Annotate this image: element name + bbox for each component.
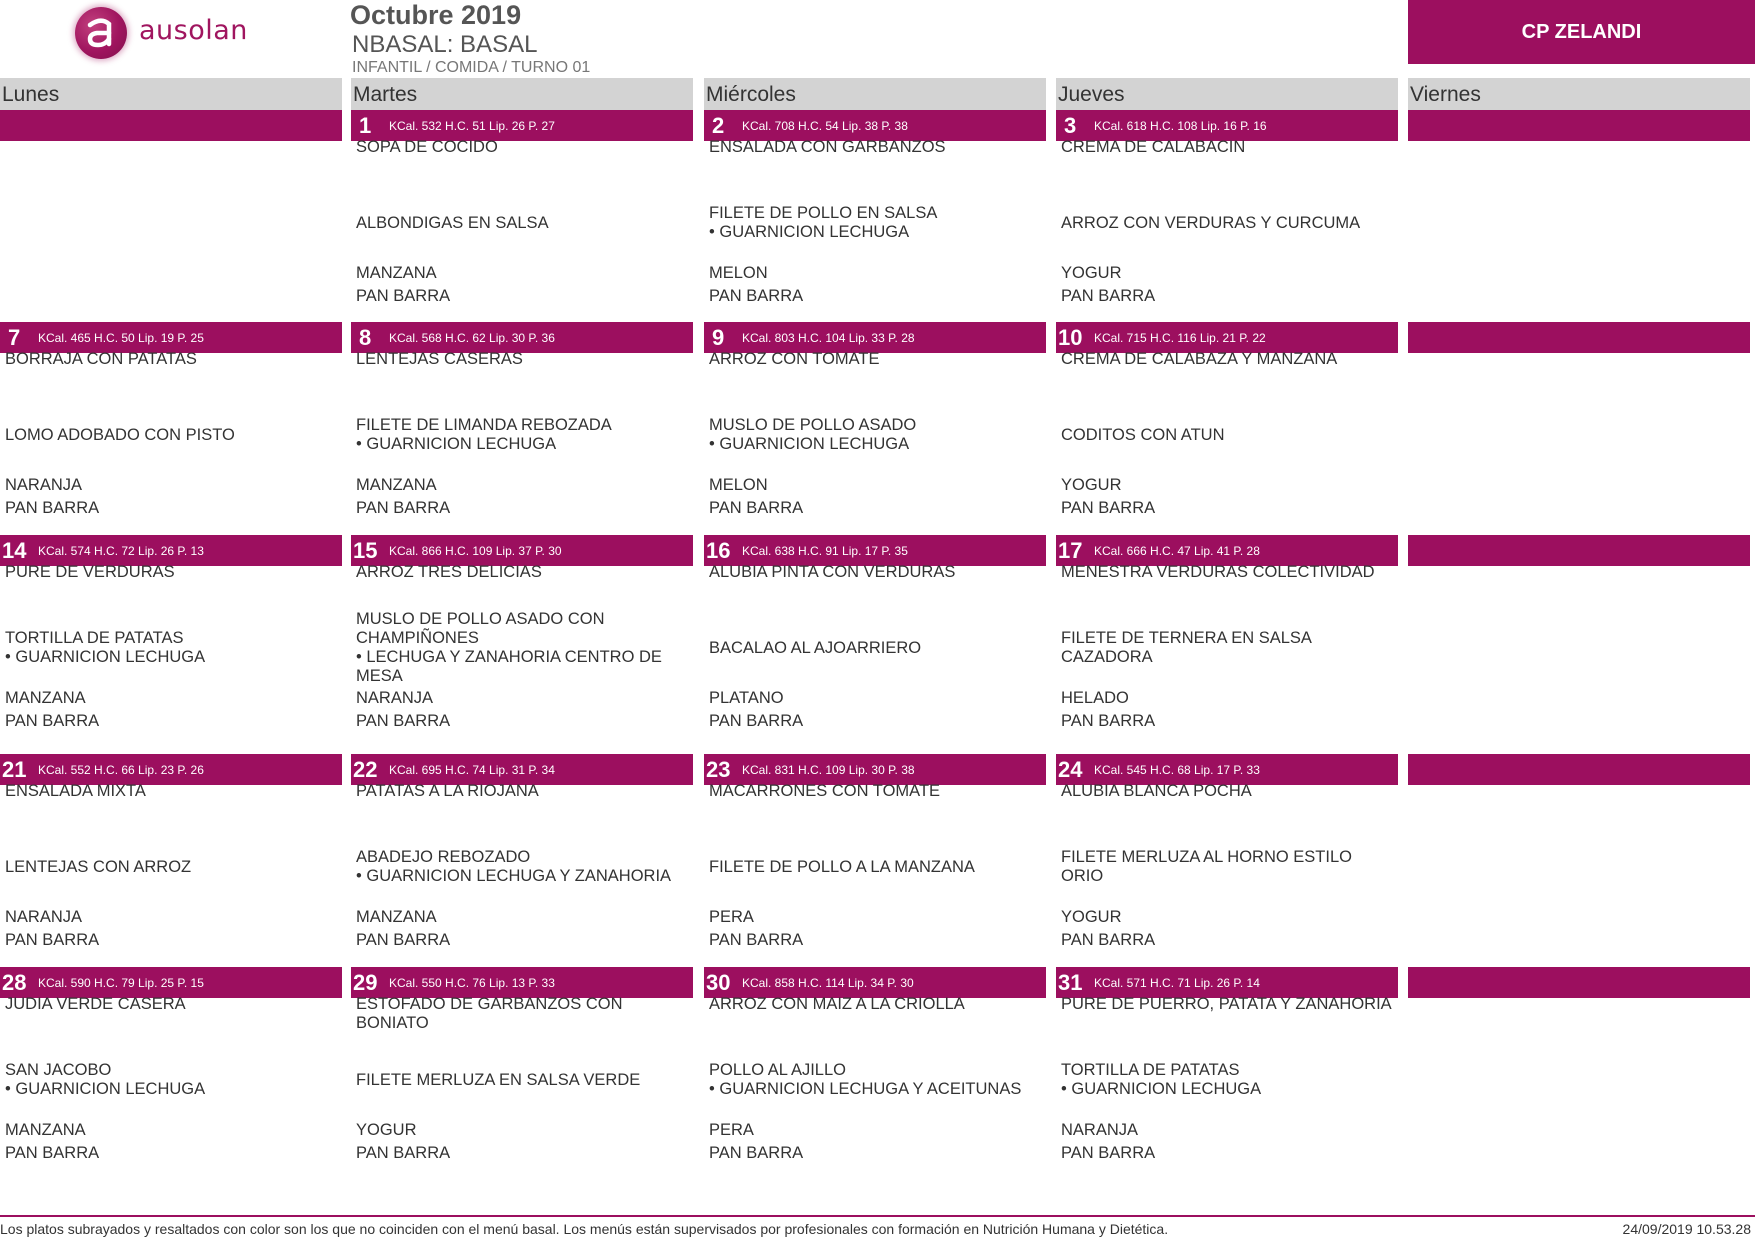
side-dish: • GUARNICION LECHUGA Y ZANAHORIA (356, 867, 672, 885)
nutrition-info: KCal. 831 H.C. 109 Lip. 30 P. 38 (742, 763, 915, 777)
day-number: 17 (1058, 538, 1083, 563)
second-course (356, 1045, 687, 1115)
dessert-block (356, 474, 687, 520)
nutrition-info: KCal. 574 H.C. 72 Lip. 26 P. 13 (38, 544, 204, 558)
date-bar (1408, 322, 1750, 353)
dessert-block (356, 687, 687, 733)
dessert: YOGUR (356, 1121, 417, 1139)
first-course: ALUBIA BLANCA POCHA (1061, 782, 1252, 800)
day-number: 14 (2, 538, 27, 563)
dessert: MELON (709, 264, 768, 282)
dessert: YOGUR (1061, 476, 1122, 494)
second-course-name: LOMO ADOBADO CON PISTO (5, 425, 235, 444)
bread: PAN BARRA (5, 1144, 100, 1162)
nutrition-info: KCal. 568 H.C. 62 Lip. 30 P. 36 (389, 331, 555, 345)
date-bar (1056, 322, 1398, 353)
dessert-block (709, 474, 1040, 520)
second-course (5, 613, 336, 683)
second-course (5, 832, 336, 902)
day-number: 8 (359, 325, 372, 350)
bread: PAN BARRA (1061, 1144, 1156, 1162)
day-header-4: Viernes (1408, 78, 1750, 110)
dessert: YOGUR (1061, 264, 1122, 282)
footer-note: Los platos subrayados y resaltados con color son los que no coinciden con el menú basal. Los menús están supervisados por profesionales con formación en Nutrición Humana y Dietética. (0, 1221, 1169, 1237)
day-header-2: Miércoles (704, 78, 1046, 110)
bread: PAN BARRA (709, 499, 804, 517)
date-bar (704, 967, 1046, 998)
date-bar (704, 754, 1046, 785)
side-dish: • GUARNICION LECHUGA (5, 648, 206, 666)
nutrition-info: KCal. 666 H.C. 47 Lip. 41 P. 28 (1094, 544, 1260, 558)
dessert-block (1061, 474, 1392, 520)
day-number: 10 (1058, 325, 1083, 350)
second-course-name: ARROZ CON VERDURAS Y CURCUMA (1061, 213, 1361, 232)
bread: PAN BARRA (1061, 287, 1156, 305)
date-bar (704, 535, 1046, 566)
first-course: PURE DE VERDURAS (5, 563, 175, 581)
day-number: 2 (712, 113, 725, 138)
date-bar (1056, 535, 1398, 566)
day-number: 16 (706, 538, 731, 563)
first-course: PURE DE PUERRO, PATATA Y ZANAHORIA (1061, 995, 1392, 1013)
date-bar (704, 322, 1046, 353)
bread: PAN BARRA (356, 1144, 451, 1162)
day-number: 29 (353, 970, 378, 995)
bread: PAN BARRA (709, 712, 804, 730)
date-bar (1056, 754, 1398, 785)
second-course-name: FILETE MERLUZA EN SALSA VERDE (356, 1070, 641, 1089)
side-dish: • LECHUGA Y ZANAHORIA CENTRO DE MESA (356, 648, 662, 685)
day-number: 31 (1058, 970, 1083, 995)
dessert-block (5, 906, 336, 952)
dessert: MANZANA (356, 264, 437, 282)
nutrition-info: KCal. 550 H.C. 76 Lip. 13 P. 33 (389, 976, 555, 990)
month-title: Octubre 2019 (350, 0, 522, 30)
footer-divider (0, 1215, 1755, 1217)
dessert: NARANJA (5, 476, 83, 494)
date-bar (351, 535, 693, 566)
second-course (1061, 400, 1392, 470)
first-course: ENSALADA MIXTA (5, 782, 146, 800)
dessert: PLATANO (709, 689, 784, 707)
dessert-block (5, 687, 336, 733)
day-number: 28 (2, 970, 27, 995)
day-number: 9 (712, 325, 725, 350)
side-dish: • GUARNICION LECHUGA (1061, 1080, 1262, 1098)
nutrition-info: KCal. 715 H.C. 116 Lip. 21 P. 22 (1094, 331, 1266, 345)
date-bar (704, 110, 1046, 141)
first-course: SOPA DE COCIDO (356, 138, 498, 156)
first-course: ARROZ CON MAIZ A LA CRIOLLA (709, 995, 965, 1013)
bread: PAN BARRA (5, 931, 100, 949)
second-course-name: POLLO AL AJILLO (709, 1061, 846, 1079)
nutrition-info: KCal. 866 H.C. 109 Lip. 37 P. 30 (389, 544, 562, 558)
first-course: ESTOFADO DE GARBANZOS CON BONIATO (356, 995, 623, 1032)
day-number: 22 (353, 757, 378, 782)
print-timestamp: 24/09/2019 10.53.28 (1622, 1221, 1751, 1237)
second-course (356, 188, 687, 258)
nutrition-info: KCal. 695 H.C. 74 Lip. 31 P. 34 (389, 763, 555, 777)
first-course: LENTEJAS CASERAS (356, 350, 523, 368)
second-course-name: ABADEJO REBOZADO (356, 848, 531, 866)
nutrition-info: KCal. 638 H.C. 91 Lip. 17 P. 35 (742, 544, 908, 558)
day-number: 15 (353, 538, 378, 563)
bread: PAN BARRA (1061, 931, 1156, 949)
nutrition-info: KCal. 590 H.C. 79 Lip. 25 P. 15 (38, 976, 204, 990)
dessert: NARANJA (5, 908, 83, 926)
dessert-block (709, 906, 1040, 952)
side-dish: • GUARNICION LECHUGA (709, 223, 910, 241)
second-course-name: ALBONDIGAS EN SALSA (356, 213, 549, 232)
date-bar (1056, 967, 1398, 998)
bread: PAN BARRA (356, 931, 451, 949)
first-course: ALUBIA PINTA CON VERDURAS (709, 563, 956, 581)
nutrition-info: KCal. 571 H.C. 71 Lip. 26 P. 14 (1094, 976, 1260, 990)
second-course-name: LENTEJAS CON ARROZ (5, 857, 192, 876)
date-bar (0, 322, 342, 353)
menu-detail: INFANTIL / COMIDA / TURNO 01 (352, 59, 591, 76)
second-course-name: MUSLO DE POLLO ASADO CON CHAMPIÑONES (356, 610, 605, 647)
date-bar (0, 967, 342, 998)
ausolan-logo (75, 7, 275, 59)
dessert: HELADO (1061, 689, 1129, 707)
side-dish: • GUARNICION LECHUGA (356, 435, 557, 453)
side-dish: • GUARNICION LECHUGA (709, 435, 910, 453)
second-course-name: SAN JACOBO (5, 1061, 112, 1079)
dessert-block (709, 1119, 1040, 1165)
second-course (1061, 832, 1392, 902)
first-course: JUDIA VERDE CASERA (5, 995, 186, 1013)
first-course: BORRAJA CON PATATAS (5, 350, 197, 368)
dessert-block (709, 262, 1040, 308)
dessert: PERA (709, 1121, 754, 1139)
school-name: CP ZELANDI (1408, 0, 1755, 64)
dessert-block (1061, 687, 1392, 733)
second-course (5, 400, 336, 470)
day-number: 23 (706, 757, 731, 782)
dessert: YOGUR (1061, 908, 1122, 926)
date-bar (351, 967, 693, 998)
dessert-block (5, 1119, 336, 1165)
nutrition-info: KCal. 858 H.C. 114 Lip. 34 P. 30 (742, 976, 914, 990)
second-course-name: FILETE DE POLLO A LA MANZANA (709, 857, 975, 876)
first-course: CREMA DE CALABAZA Y MANZANA (1061, 350, 1338, 368)
logo-wordmark: ausolan (139, 15, 248, 46)
second-course-name: TORTILLA DE PATATAS (5, 629, 184, 647)
first-course: PATATAS A LA RIOJANA (356, 782, 539, 800)
second-course (1061, 1045, 1392, 1115)
nutrition-info: KCal. 532 H.C. 51 Lip. 26 P. 27 (389, 119, 555, 133)
bread: PAN BARRA (356, 499, 451, 517)
bread: PAN BARRA (1061, 712, 1156, 730)
day-number: 30 (706, 970, 731, 995)
dessert-block (1061, 906, 1392, 952)
day-number: 1 (359, 113, 372, 138)
bread: PAN BARRA (709, 1144, 804, 1162)
side-dish: • GUARNICION LECHUGA (5, 1080, 206, 1098)
second-course (356, 610, 687, 685)
dessert: MANZANA (356, 908, 437, 926)
dessert-block (1061, 262, 1392, 308)
bread: PAN BARRA (356, 712, 451, 730)
day-header-1: Martes (351, 78, 693, 110)
second-course-name: FILETE MERLUZA AL HORNO ESTILO ORIO (1061, 848, 1352, 885)
nutrition-info: KCal. 552 H.C. 66 Lip. 23 P. 26 (38, 763, 204, 777)
second-course-name: TORTILLA DE PATATAS (1061, 1061, 1240, 1079)
date-bar (0, 110, 342, 141)
dessert-block (356, 1119, 687, 1165)
day-number: 3 (1064, 113, 1077, 138)
dessert: MELON (709, 476, 768, 494)
first-course: ENSALADA CON GARBANZOS (709, 138, 946, 156)
date-bar (1056, 110, 1398, 141)
date-bar (351, 754, 693, 785)
second-course (709, 613, 1040, 683)
second-course-name: FILETE DE POLLO EN SALSA (709, 204, 938, 222)
second-course-name: CODITOS CON ATUN (1061, 425, 1225, 444)
nutrition-info: KCal. 708 H.C. 54 Lip. 38 P. 38 (742, 119, 908, 133)
first-course: ARROZ CON TOMATE (709, 350, 880, 368)
dessert-block (356, 262, 687, 308)
second-course-name: BACALAO AL AJOARRIERO (709, 638, 922, 657)
ausolan-logo-icon (75, 7, 127, 59)
bread: PAN BARRA (5, 499, 100, 517)
dessert: NARANJA (356, 689, 434, 707)
nutrition-info: KCal. 545 H.C. 68 Lip. 17 P. 33 (1094, 763, 1260, 777)
day-number: 24 (1058, 757, 1083, 782)
second-course-name: MUSLO DE POLLO ASADO (709, 416, 917, 434)
menu-name: NBASAL: BASAL (352, 31, 538, 58)
second-course (709, 400, 1040, 470)
date-bar (1408, 110, 1750, 141)
date-bar (1408, 535, 1750, 566)
nutrition-info: KCal. 803 H.C. 104 Lip. 33 P. 28 (742, 331, 915, 345)
first-course: MACARRONES CON TOMATE (709, 782, 941, 800)
date-bar (1408, 754, 1750, 785)
dessert: MANZANA (5, 1121, 86, 1139)
nutrition-info: KCal. 465 H.C. 50 Lip. 19 P. 25 (38, 331, 204, 345)
dessert: NARANJA (1061, 1121, 1139, 1139)
date-bar (351, 110, 693, 141)
day-header-3: Jueves (1056, 78, 1398, 110)
day-header-0: Lunes (0, 78, 342, 110)
first-course: CREMA DE CALABACIN (1061, 138, 1246, 156)
date-bar (1408, 967, 1750, 998)
dessert-block (1061, 1119, 1392, 1165)
second-course (709, 1045, 1040, 1115)
side-dish: • GUARNICION LECHUGA Y ACEITUNAS (709, 1080, 1022, 1098)
second-course (1061, 613, 1392, 683)
second-course (709, 832, 1040, 902)
dessert-block (356, 906, 687, 952)
day-number: 7 (8, 325, 21, 350)
dessert-block (5, 474, 336, 520)
bread: PAN BARRA (5, 712, 100, 730)
second-course-name: FILETE DE TERNERA EN SALSA CAZADORA (1061, 629, 1312, 666)
second-course-name: FILETE DE LIMANDA REBOZADA (356, 416, 612, 434)
bread: PAN BARRA (1061, 499, 1156, 517)
second-course (5, 1045, 336, 1115)
second-course (709, 188, 1040, 258)
dessert-block (709, 687, 1040, 733)
bread: PAN BARRA (709, 931, 804, 949)
second-course (1061, 188, 1392, 258)
date-bar (0, 754, 342, 785)
date-bar (351, 322, 693, 353)
dessert: MANZANA (5, 689, 86, 707)
day-number: 21 (2, 757, 27, 782)
first-course: MENESTRA VERDURAS COLECTIVIDAD (1061, 563, 1375, 581)
dessert: PERA (709, 908, 754, 926)
bread: PAN BARRA (356, 287, 451, 305)
date-bar (0, 535, 342, 566)
second-course (356, 832, 687, 902)
nutrition-info: KCal. 618 H.C. 108 Lip. 16 P. 16 (1094, 119, 1267, 133)
bread: PAN BARRA (709, 287, 804, 305)
second-course (356, 400, 687, 470)
dessert: MANZANA (356, 476, 437, 494)
first-course: ARROZ TRES DELICIAS (356, 563, 542, 581)
